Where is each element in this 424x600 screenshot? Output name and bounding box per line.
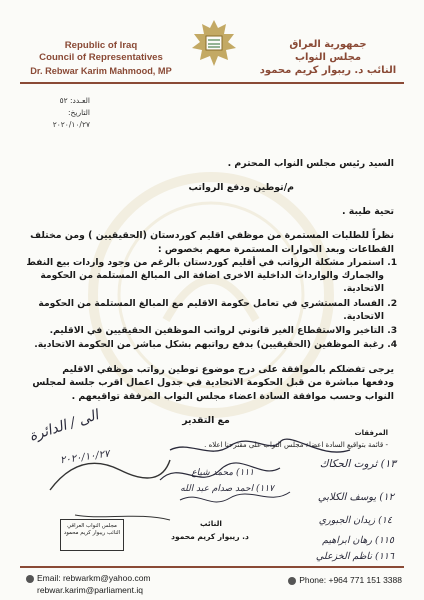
attachments-title: المرفقات <box>354 429 388 437</box>
footer-email-primary <box>26 572 151 584</box>
letterhead-mp-name-ar: النائب د. ريبوار كريم محمود <box>259 65 397 76</box>
handwritten-name: ١٣) ثروت الحكاك <box>319 458 396 470</box>
point-item: 1. استمرار مشكلة الرواتب في أقليم كوردستان بالرغم من وجود واردات بيع النفط والجمارك والواردات الداخلية الاخرى اضافة الى المبالغ المستلمة من الحكومة الاتحادية. <box>12 256 384 296</box>
reference-number: العـدد: ٥٢ <box>59 96 90 105</box>
intro-paragraph: نظراً للطلبات المستمرة من موظفي اقليم كوردستان (الحقيقيين ) ومن مختلف القطاعات وبعد الحوارات المستمرة معهم بخصوص : <box>30 230 394 255</box>
letterhead-council: Council of Representatives <box>39 52 163 64</box>
phone-icon <box>288 577 296 585</box>
footer-contact <box>26 572 151 596</box>
reference-date: التاريخ: ٢٠٢٠/١٠/٢٧ <box>52 108 90 129</box>
closing-regards: مع التقدير <box>182 415 230 426</box>
email-icon <box>26 575 34 583</box>
handwritten-name: ١٢) يوسف الكلابي <box>317 492 394 503</box>
handwritten-name: ١١١) محمد شياع <box>191 468 254 478</box>
signatory-name: د. ريبوار كريم محمود <box>171 532 249 541</box>
footer-phone-number: Phone: +964 771 151 3388 <box>299 575 402 585</box>
footer-email-1: Email: rebwarkm@yahoo.com <box>37 573 151 583</box>
point-item: 2. الفساد المستشري في تعامل حكومة الاقليم مع المبالغ المستلمة من الحكومة الاتحادية. <box>12 297 384 323</box>
subject-line: م/توطين ودفع الرواتب <box>188 182 294 193</box>
attachments-note: - قائمة بتواقيع السادة اعضاء مجلس النواب على مقترحنا اعلاه . <box>204 441 388 449</box>
footer-email-2: rebwar.karim@parliament.iq <box>37 585 143 595</box>
points-list <box>12 256 398 352</box>
signatory-title: النائب <box>199 519 223 528</box>
stamp-line: النائب ريبوار كريم محمود <box>63 530 121 536</box>
footer-phone <box>288 575 402 585</box>
handwritten-name: ١٤) زيدان الجبوري <box>318 515 392 526</box>
footer-divider <box>20 566 404 568</box>
iraq-seal-icon <box>186 14 242 72</box>
reference-meta <box>30 95 90 131</box>
handwritten-note: الى / الدائرة <box>27 407 101 445</box>
request-paragraph: يرجى تفضلكم بالموافقة على درج موضوع توطين رواتب موظفي الاقليم ودفعها مباشرة من قبل الحكومة الاتحادية في جدول اعمال اقرب جلسة لمجلس النواب وحسب موافقة السادة اعضاء مجلس النواب المرفقة تواقيعهم . <box>32 364 394 402</box>
handwritten-name: ١١٥) رهان ابراهيم <box>322 535 394 546</box>
footer-email-secondary <box>26 584 151 596</box>
point-item: 4. رغبة الموظفين (الحقيقيين) بدفع رواتبهم بشكل مباشر من الحكومة الاتحادية. <box>12 338 384 351</box>
handwritten-date: ٢٠٢٠/١٠/٢٧ <box>59 448 111 467</box>
header-divider <box>20 82 404 84</box>
addressee: السيد رئيس مجلس النواب المحترم . <box>227 158 394 169</box>
handwritten-name: ١١٦) ناظم الخزعلي <box>315 551 394 562</box>
english-letterhead <box>26 40 176 77</box>
letterhead-country-ar: جمهورية العراق <box>289 39 367 50</box>
letterhead-country: Republic of Iraq <box>64 40 138 51</box>
greeting: تحية طيبة . <box>341 206 394 217</box>
handwritten-name: ١١٧) احمد صدام عبد الله <box>180 484 274 494</box>
stamp-line: مجلس النواب العراقي <box>67 523 117 529</box>
point-item: 3. التاخير والاستقطاع الغير قانوني لرواتب الموظفين الحقيقيين في الاقليم. <box>12 324 384 337</box>
letterhead-council-ar: مجلس النواب <box>294 52 362 63</box>
official-stamp <box>60 519 124 551</box>
arabic-letterhead <box>258 38 398 77</box>
letterhead-mp-name: Dr. Rebwar Karim Mahmood, MP <box>30 65 172 76</box>
